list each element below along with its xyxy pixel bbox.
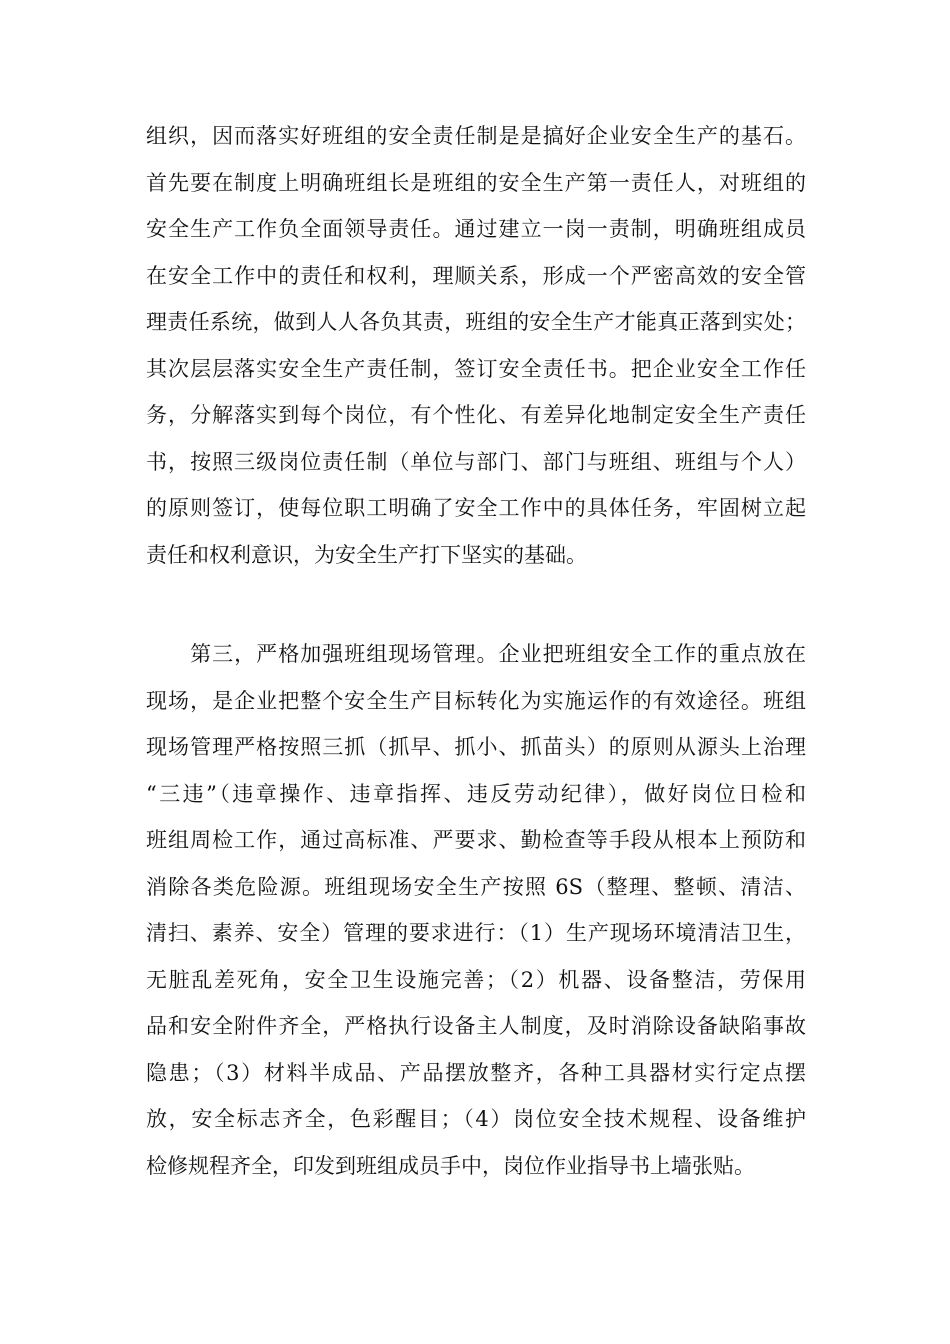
text-line: 现场管理严格按照三抓（抓早、抓小、抓苗头）的原则从源头上治理	[146, 735, 806, 759]
text-line: 班组周检工作，通过高标准、严要求、勤检查等手段从根本上预防和	[146, 828, 806, 852]
text-line: 其次层层落实安全生产责任制，签订安全责任书。把企业安全工作任	[146, 356, 806, 381]
text-line: 理责任系统，做到人人各负其责，班组的安全生产才能真正落到实处；	[146, 310, 806, 334]
text-line: “三违”（违章操作、违章指挥、违反劳动纪律），做好岗位日检和	[146, 781, 806, 806]
text-line: 放，安全标志齐全，色彩醒目；（4）岗位安全技术规程、设备维护	[146, 1107, 806, 1131]
text-line: 清扫、素养、安全）管理的要求进行：（1）生产现场环境清洁卫生，	[146, 921, 806, 945]
text-line: 现场，是企业把整个安全生产目标转化为实施运作的有效途径。班组	[146, 688, 806, 713]
text-line: 第三，严格加强班组现场管理。企业把班组安全工作的重点放在	[146, 642, 806, 666]
text-line: 在安全工作中的责任和权利，理顺关系，形成一个严密高效的安全管	[146, 263, 806, 288]
paragraph-responsibility	[146, 113, 806, 578]
text-line: 务，分解落实到每个岗位，有个性化、有差异化地制定安全生产责任	[146, 403, 806, 427]
text-line: 的原则签订，使每位职工明确了安全工作中的具体任务，牢固树立起	[146, 496, 806, 520]
text-line: 检修规程齐全，印发到班组成员手中，岗位作业指导书上墙张贴。	[146, 1153, 755, 1178]
text-line: 首先要在制度上明确班组长是班组的安全生产第一责任人，对班组的	[146, 170, 806, 195]
text-line: 隐患；（3）材料半成品、产品摆放整齐，各种工具器材实行定点摆	[146, 1060, 806, 1085]
paragraph-site-management	[146, 631, 806, 1189]
text-line: 安全生产工作负全面领导责任。通过建立一岗一责制，明确班组成员	[146, 217, 806, 241]
text-line: 无脏乱差死角，安全卫生设施完善；（2）机器、设备整洁，劳保用	[146, 967, 806, 992]
text-line: 书，按照三级岗位责任制（单位与部门、部门与班组、班组与个人）	[146, 449, 806, 474]
text-line: 组织，因而落实好班组的安全责任制是是搞好企业安全生产的基石。	[146, 124, 806, 148]
text-line: 品和安全附件齐全，严格执行设备主人制度，及时消除设备缺陷事故	[146, 1014, 806, 1038]
text-line: 消除各类危险源。班组现场安全生产按照 6S（整理、整顿、清洁、	[146, 874, 806, 899]
text-line: 责任和权利意识，为安全生产打下坚实的基础。	[146, 542, 587, 567]
